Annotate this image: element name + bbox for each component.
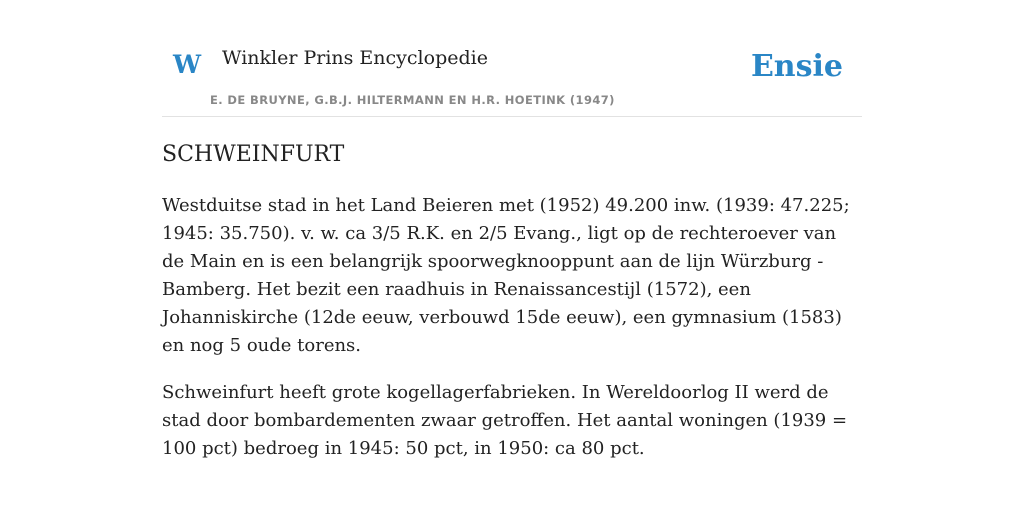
winkler-prins-logo[interactable]: W xyxy=(173,50,202,79)
source-title[interactable]: Winkler Prins Encyclopedie xyxy=(222,47,488,69)
source-header xyxy=(162,0,862,117)
article-title: SCHWEINFURT xyxy=(162,142,345,167)
article-page xyxy=(162,0,862,512)
article-body xyxy=(162,192,862,482)
article-paragraph: Westduitse stad in het Land Beieren met (1952) 49.200 inw. (1939: 47.225; 1945: 35.750). v. w. ca 3/5 R.K. en 2/5 Evang., ligt op de rechteroever van de Main en is een belangrijk spoorwegknooppunt aan de lijn Würzburg - Bamberg. Het bezit een raadhuis in Renaissancestijl (1572), een Johanniskirche (12de eeuw, verbouwd 15de eeuw), een gymnasium (1583) en nog 5 oude torens. xyxy=(162,195,850,356)
source-authors: E. DE BRUYNE, G.B.J. HILTERMANN EN H.R. HOETINK (1947) xyxy=(210,93,615,107)
article-paragraph: Schweinfurt heeft grote kogellagerfabrieken. In Wereldoorlog II werd de stad door bombardementen zwaar getroffen. Het aantal woningen (1939 = 100 pct) bedroeg in 1945: 50 pct, in 1950: ca 80 pct. xyxy=(162,382,848,459)
ensie-brand-link[interactable]: Ensie xyxy=(750,49,843,84)
